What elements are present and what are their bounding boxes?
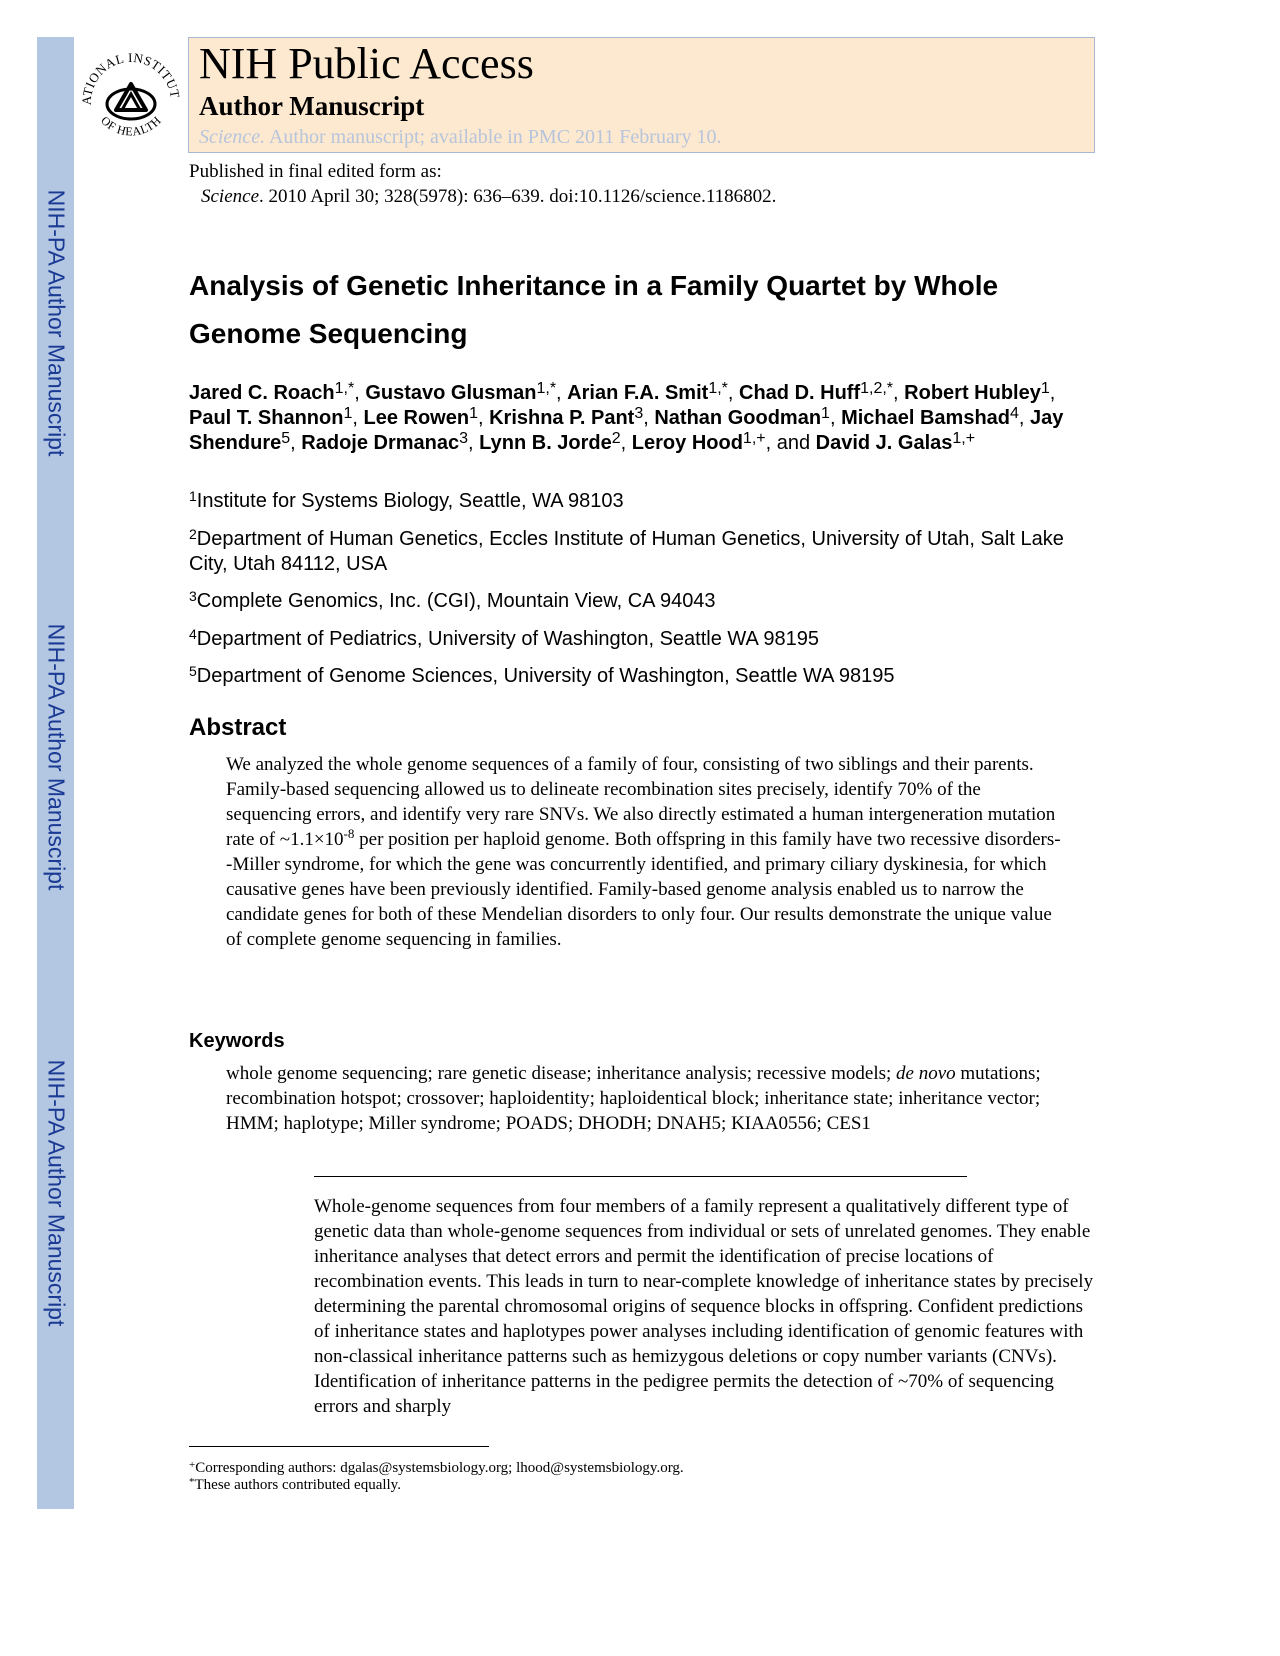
keywords-italic: de novo <box>896 1063 956 1084</box>
author-affiliation-mark: 1,* <box>536 380 557 397</box>
author-manuscript-subtitle: Author Manuscript <box>199 91 425 121</box>
footnote-equal-contribution: *These authors contributed equally. <box>189 1476 401 1493</box>
author-separator: , <box>354 382 366 404</box>
availability-note <box>199 124 722 150</box>
published-label: Published in final edited form as: <box>189 161 442 182</box>
affiliation-1: $^1$Institute for Systems Biology, Seattle, WA 98103 <box>189 488 624 512</box>
author-name: David J. Galas <box>815 432 953 454</box>
author-affiliation-mark: 5 <box>281 430 291 447</box>
author-separator: , <box>477 407 490 429</box>
citation-journal: Science <box>201 186 260 207</box>
author-affiliation-mark: 1,* <box>708 380 728 397</box>
availability-journal: Science. <box>199 126 266 148</box>
author-affiliation-mark: 1,2,* <box>860 380 894 397</box>
author-separator: , <box>643 407 655 429</box>
author-name: Radoje Drmanac <box>301 432 460 454</box>
author-separator: , <box>829 407 842 429</box>
side-label-3: NIH-PA Author Manuscript <box>43 1059 70 1327</box>
author-name: Leroy Hood <box>631 432 743 454</box>
availability-text: Author manuscript; available in PMC 2011 February 10. <box>265 126 722 148</box>
author-affiliation-mark: 1,* <box>334 380 355 397</box>
author-name: Nathan Goodman <box>654 407 822 429</box>
citation <box>201 185 776 209</box>
affiliation-3: $^3$Complete Genomics, Inc. (CGI), Mountain View, CA 94043 <box>189 588 716 612</box>
author-affiliation-mark: 4 <box>1010 405 1019 422</box>
author-list <box>189 381 1089 456</box>
author-name: Chad D. Huff <box>739 382 861 404</box>
abstract-exponent: -8 <box>343 826 355 841</box>
side-label-1: NIH-PA Author Manuscript <box>43 189 70 457</box>
author-affiliation-mark: 3 <box>459 430 469 447</box>
footnote-corresponding: +Corresponding authors: dgalas@systemsbiology.org; lhood@systemsbiology.org. <box>189 1459 684 1476</box>
author-name: Lynn B. Jorde <box>479 432 612 454</box>
abstract-heading: Abstract <box>189 714 287 741</box>
author-name: Paul T. Shannon <box>189 407 344 429</box>
abstract-body: We analyzed the whole genome sequences of a family of four, consisting of two siblings and their parents. Family-based sequencing allowed us to delineate recombination sites precisely, identify 70% of the sequencing errors, and identify very rare SNVs. We also directly estimated a human intergeneration mutation rate of $\sim 1.1\times 10^{-8}$ per position per haploid genome. Both offspring in this family have two recessive disorders--Miller syndrome, for which the gene was concurrently identified, and primary ciliary dyskinesia, for which causative genes have been previously identified. Family-based genome analysis enabled us to narrow the candidate genes for both of these Mendelian disorders to only four. Our results demonstrate the unique value of complete genome sequencing in families. <box>226 754 1061 950</box>
side-label-2: NIH-PA Author Manuscript <box>43 623 70 891</box>
author-separator: , and <box>765 432 816 454</box>
author-name: Krishna P. Pant <box>489 407 635 429</box>
author-name: Robert Hubley <box>904 382 1041 404</box>
nih-seal-icon <box>76 40 186 150</box>
author-affiliation-mark: 1,+ <box>742 430 766 447</box>
svg-text:OF HEALTH <box>98 113 164 138</box>
author-name: Lee Rowen <box>363 407 470 429</box>
author-separator: , <box>893 382 905 404</box>
author-separator: , <box>468 432 480 454</box>
keywords-body: whole genome sequencing; rare genetic disease; inheritance analysis; recessive models; de novo mutations; recombination hotspot; crossover; haploidentity; haploidentical block; inheritance state; inheritance vector; HMM; haplotype; Miller syndrome; POADS; DHODH; DNAH5; KIAA0556; CES1 <box>226 1063 1041 1134</box>
affiliation-2: $^2$Department of Human Genetics, Eccles Institute of Human Genetics, University of Utah, Salt Lake City, Utah 84112, USA <box>189 526 1064 575</box>
citation-text: . 2010 April 30; 328(5978): 636–639. doi:10.1126/science.1186802. <box>259 186 777 207</box>
article-title: Analysis of Genetic Inheritance in a Family Quartet by Whole Genome Sequencing <box>189 270 999 349</box>
author-affiliation-mark: 1 <box>1040 380 1050 397</box>
author-name: Arian F.A. Smit <box>567 382 709 404</box>
author-name: Jay Shendure <box>189 407 1064 454</box>
author-separator: , <box>1018 407 1031 429</box>
logo-text-bottom: OF HEALTH <box>98 113 164 139</box>
author-name: Jared C. Roach <box>189 382 335 404</box>
author-affiliation-mark: 1,+ <box>952 430 976 447</box>
author-affiliation-mark: 1 <box>469 405 478 422</box>
author-separator: , <box>556 382 568 404</box>
intro-paragraph: Whole-genome sequences from four members of a family represent a qualitatively different type of genetic data than whole-genome sequences from individual or sets of unrelated genomes. They enable inheritance analyses that detect errors and permit the identification of precise locations of recombination events. This leads in turn to near-complete knowledge of inheritance states by precisely determining the parental chromosomal origins of sequence blocks in offspring. Confident predictions of inheritance states and haplotypes power analyses including identification of genomic features with non-classical inheritance patterns such as hemizygous deletions or copy number variants (CNVs). Identification of inheritance patterns in the pedigree permits the detection of ~70% of sequencing errors and sharply <box>314 1196 1094 1417</box>
author-affiliation-mark: 1 <box>343 405 353 422</box>
affiliation-5: $^5$Department of Genome Sciences, University of Washington, Seattle WA 98195 <box>189 663 895 687</box>
author-separator: , <box>727 382 740 404</box>
logo-text-top: ATIONAL INSTITUT <box>78 49 183 106</box>
author-separator: , <box>1049 382 1056 404</box>
author-separator: , <box>620 432 632 454</box>
header-box <box>188 37 1095 153</box>
author-name: Gustavo Glusman <box>365 382 537 404</box>
footnote-divider <box>189 1446 489 1447</box>
section-divider <box>314 1176 967 1177</box>
nih-public-access-title: NIH Public Access <box>199 39 534 88</box>
author-name: Michael Bamshad <box>841 407 1011 429</box>
keywords-heading: Keywords <box>189 1030 285 1052</box>
author-separator: , <box>352 407 364 429</box>
author-affiliation-mark: 1 <box>821 405 830 422</box>
author-affiliation-mark: 3 <box>634 405 644 422</box>
affiliation-4: $^4$Department of Pediatrics, University of Washington, Seattle WA 98195 <box>189 626 819 650</box>
author-separator: , <box>290 432 302 454</box>
author-affiliation-mark: 2 <box>611 430 621 447</box>
